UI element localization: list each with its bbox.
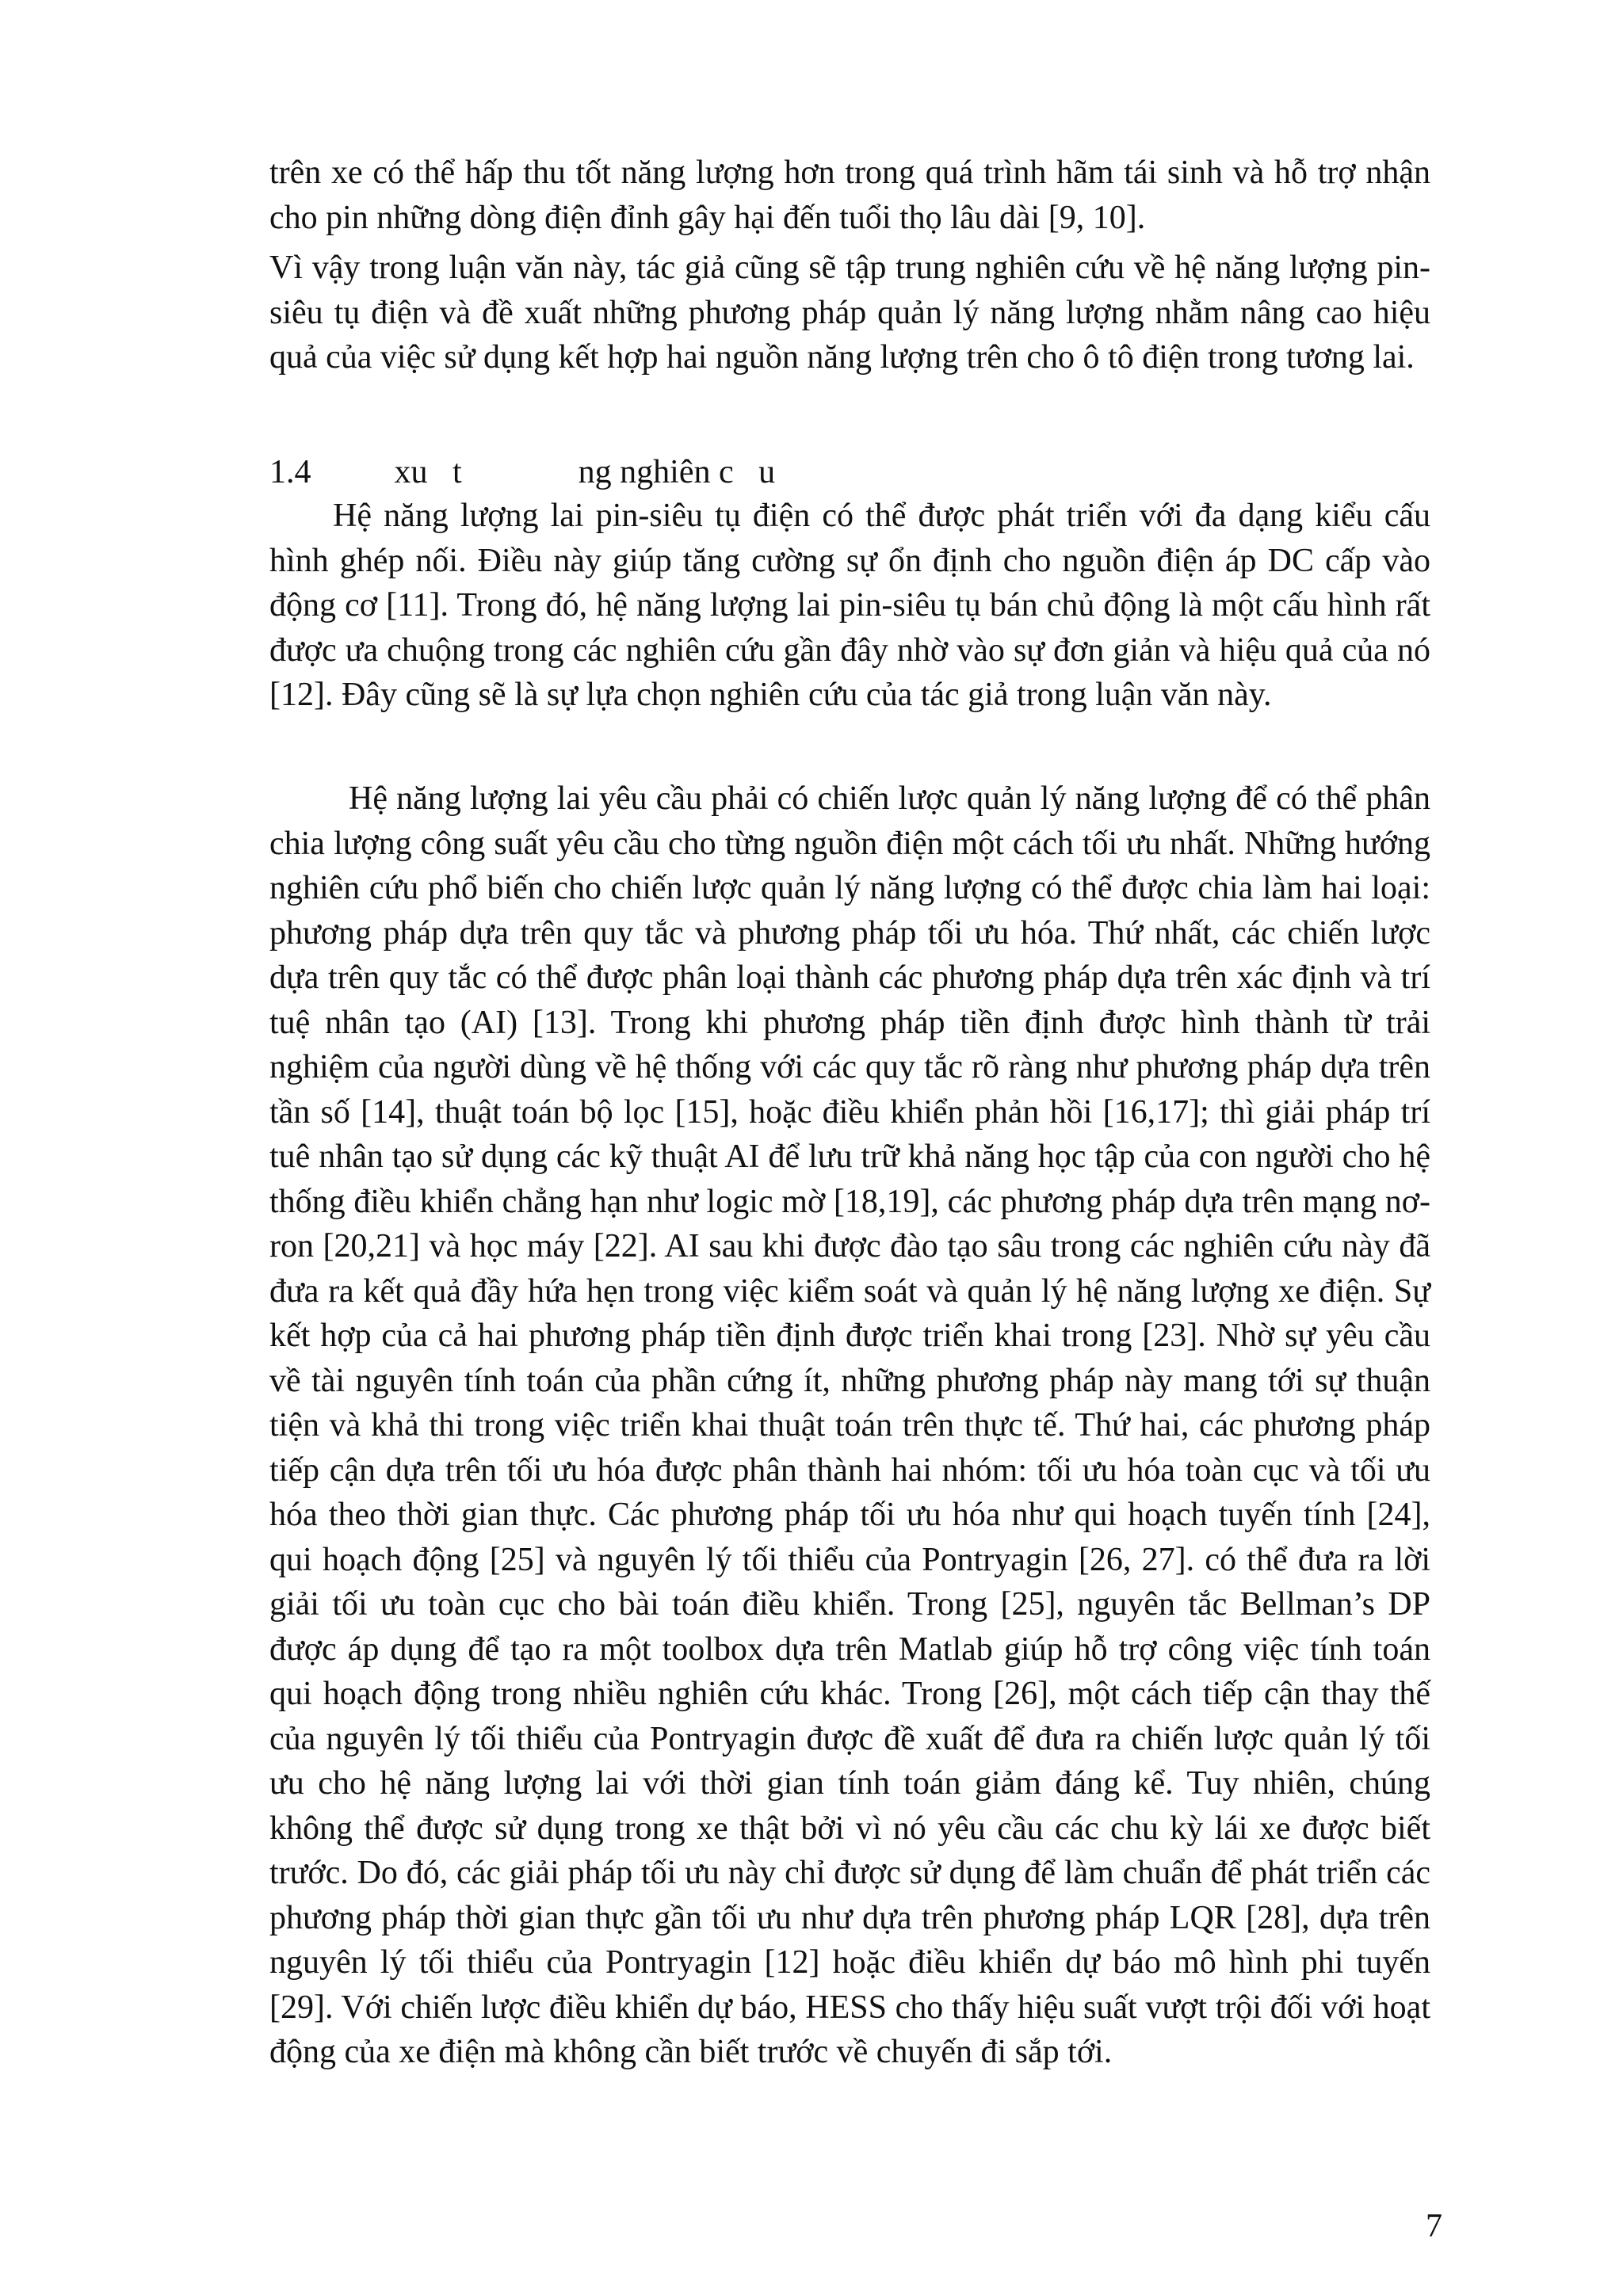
paragraph-text: Hệ năng lượng lai yêu cầu phải có chiến lược quản lý năng lượng để có thể phân chia lượng công suất yêu cầu cho từng nguồn điện một cách tối ưu nhất. Những hướng nghiên cứu phổ biến cho chiến lược quản lý năng lượng có thể được chia làm hai loại: phương pháp dựa trên quy tắc và phương pháp tối ưu hóa. Thứ nhất, các chiến lược dựa trên quy tắc có thể được phân loại thành các phương pháp dựa trên xác định và trí tuệ nhân tạo (AI) [13]. Trong khi phương pháp tiền định được hình thành từ trải nghiệm của người dùng về hệ thống với các quy tắc rõ ràng như phương pháp dựa trên tần số [14], thuật toán bộ lọc [15], hoặc điều khiển phản hồi [16,17]; thì giải pháp trí tuê nhân tạo sử dụng các kỹ thuật AI để lưu trữ khả năng học tập của con người cho hệ thống điều khiển chẳng hạn như logic mờ [18,19], các phương pháp dựa trên mạng nơ-ron [20,21] và học máy [22]. AI sau khi được đào tạo sâu trong các nghiên cứu này đã đưa ra kết quả đầy hứa hẹn trong việc kiểm soát và quản lý hệ năng lượng xe điện. Sự kết hợp của cả hai phương pháp tiền định được triển khai trong [23]. Nhờ sự yêu cầu về tài nguyên tính toán của phần cứng ít, những phương pháp này mang tới sự thuận tiện và khả thi trong việc triển khai thuật toán trên thực tế. Thứ hai, các phương pháp tiếp cận dựa trên tối ưu hóa được phân thành hai nhóm: tối ưu hóa toàn cục và tối ưu hóa theo thời gian thực. Các phương pháp tối ưu hóa như qui hoạch tuyến tính [24], qui hoạch động [25] và nguyên lý tối thiểu của Pontryagin [26, 27]. có thể đưa ra lời giải tối ưu toàn cục cho bài toán điều khiển. Trong [25], nguyên tắc Bellman’s DP được áp dụng để tạo ra một toolbox dựa trên Matlab giúp hỗ trợ công việc tính toán qui hoạch động trong nhiều nghiên cứu khác. Trong [26], một cách tiếp cận thay thế của nguyên lý tối thiểu của Pontryagin được đề xuất để đưa ra chiến lược quản lý tối ưu cho hệ năng lượng lai với thời gian tính toán giảm đáng kể. Tuy nhiên, chúng không thể được sử dụng trong xe thật bởi vì nó yêu cầu các chu kỳ lái xe được biết trước. Do đó, các giải pháp tối ưu này chỉ được sử dụng để làm chuẩn để phát triển các phương pháp thời gian thực gần tối ưu như dựa trên phương pháp LQR [28], dựa trên nguyên lý tối thiểu của Pontryagin [12] hoặc điều khiển dự báo mô hình phi tuyến [29]. Với chiến lược điều khiển dự báo, HESS cho thấy hiệu suất vượt trội đối với hoạt động của xe điện mà không cần biết trước về chuyến đi sắp tới. bbox=[269, 780, 1430, 2070]
paragraph-hybrid-configuration bbox=[269, 494, 1430, 718]
paragraph-energy-management bbox=[269, 776, 1430, 2075]
paragraph-continuation bbox=[269, 151, 1430, 240]
paragraph-text: Vì vậy trong luận văn này, tác giả cũng sẽ tập trung nghiên cứu về hệ năng lượng pin-siêu tụ điện và đề xuất những phương pháp quản lý năng lượng nhằm nâng cao hiệu quả của việc sử dụng kết hợp hai nguồn năng lượng trên cho ô tô điện trong tương lai. bbox=[269, 250, 1430, 376]
paragraph-text: trên xe có thể hấp thu tốt năng lượng hơn trong quá trình hãm tái sinh và hỗ trợ nhận cho pin những dòng điện đỉnh gây hại đến tuổi thọ lâu dài [9, 10]. bbox=[269, 154, 1430, 236]
page-number: 7 bbox=[1426, 2208, 1442, 2245]
paragraph-thesis-focus bbox=[269, 246, 1430, 380]
paragraph-text: Hệ năng lượng lai pin-siêu tụ điện có thể được phát triển với đa dạng kiểu cấu hình ghép nối. Điều này giúp tăng cường sự ổn định cho nguồn điện áp DC cấp vào động cơ [11]. Trong đó, hệ năng lượng lai pin-siêu tụ bán chủ động là một cấu hình rất được ưa chuộng trong các nghiên cứu gần đây nhờ vào sự đơn giản và hiệu quả của nó [12]. Đây cũng sẽ là sự lựa chọn nghiên cứu của tác giả trong luận văn này. bbox=[269, 498, 1430, 713]
section-heading: 1.4 xu t ng nghiên c u bbox=[269, 454, 776, 490]
